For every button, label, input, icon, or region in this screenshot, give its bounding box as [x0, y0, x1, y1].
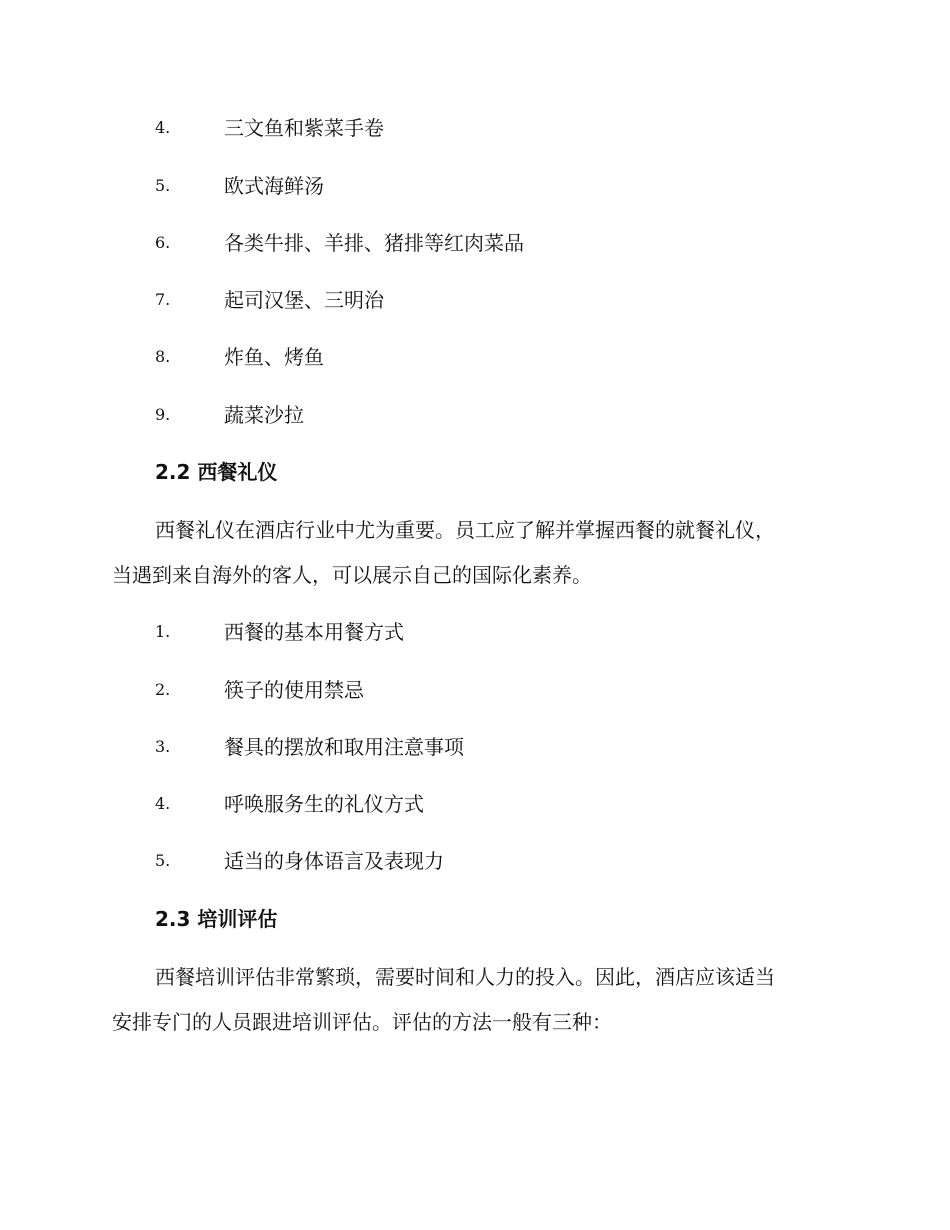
list-text: 筷子的使用禁忌 — [224, 678, 364, 702]
list-text: 西餐的基本用餐方式 — [224, 620, 404, 644]
list-number: 6. — [155, 233, 171, 252]
list-number: 4. — [155, 118, 171, 137]
list-number: 8. — [155, 347, 171, 366]
list-number: 3. — [155, 737, 171, 756]
section-heading: 2.2 西餐礼仪 — [155, 460, 278, 484]
list-text: 三文鱼和紫菜手卷 — [224, 116, 384, 140]
paragraph — [112, 514, 832, 591]
list-text: 呼唤服务生的礼仪方式 — [224, 792, 424, 816]
list-text: 适当的身体语言及表现力 — [224, 849, 444, 873]
paragraph-line: 西餐礼仪在酒店行业中尤为重要。员工应了解并掌握西餐的就餐礼仪， — [155, 518, 775, 542]
list-number: 5. — [155, 851, 171, 870]
section-heading: 2.3 培训评估 — [155, 907, 278, 931]
list-number: 4. — [155, 794, 171, 813]
list-number: 5. — [155, 176, 171, 195]
list-number: 1. — [155, 622, 171, 641]
list-text: 蔬菜沙拉 — [224, 403, 304, 427]
list-text: 欧式海鲜汤 — [224, 174, 324, 198]
list-number: 7. — [155, 290, 171, 309]
list-number: 9. — [155, 405, 171, 424]
list-number: 2. — [155, 680, 171, 699]
paragraph-line: 西餐培训评估非常繁琐，需要时间和人力的投入。因此，酒店应该适当 — [155, 965, 775, 989]
list-text: 炸鱼、烤鱼 — [224, 345, 324, 369]
list-text: 起司汉堡、三明治 — [224, 288, 384, 312]
paragraph — [112, 961, 832, 1038]
paragraph-line: 安排专门的人员跟进培训评估。评估的方法一般有三种： — [112, 1010, 612, 1034]
paragraph-line: 当遇到来自海外的客人，可以展示自己的国际化素养。 — [112, 563, 592, 587]
list-text: 各类牛排、羊排、猪排等红肉菜品 — [224, 231, 524, 255]
list-text: 餐具的摆放和取用注意事项 — [224, 735, 464, 759]
